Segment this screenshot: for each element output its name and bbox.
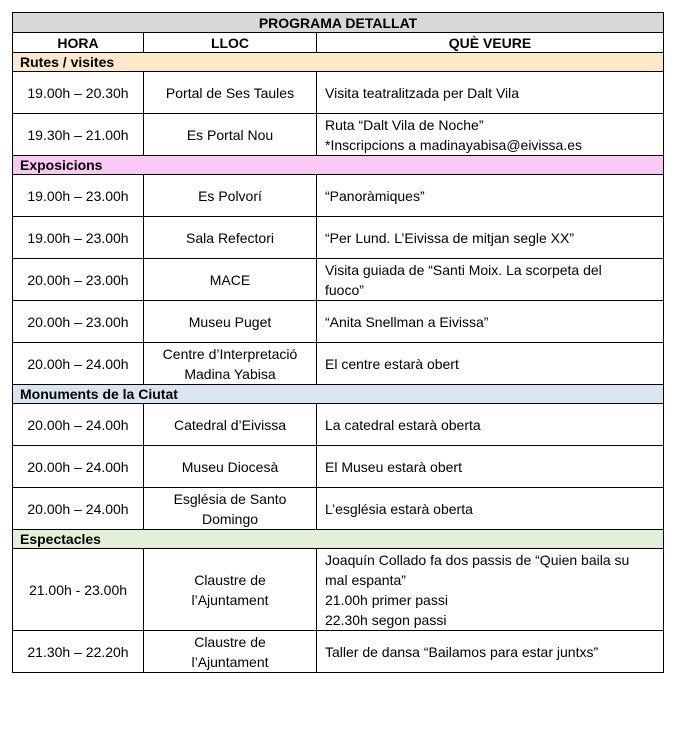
hora-cell: 20.00h – 24.00h bbox=[13, 488, 144, 530]
lloc-text: l’Ajuntament bbox=[191, 653, 269, 670]
table-row bbox=[13, 259, 664, 301]
lloc-text: Sala Refectori bbox=[186, 229, 274, 246]
lloc-text: Catedral d’Eivissa bbox=[173, 416, 287, 433]
que-veure-cell bbox=[317, 301, 664, 343]
que-veure-text: “Panoràmiques” bbox=[325, 187, 425, 204]
que-veure-text: Visita teatralitzada per Dalt Vila bbox=[325, 84, 520, 101]
section-header-row bbox=[13, 530, 664, 549]
hora-cell: 21.00h - 23.00h bbox=[13, 549, 144, 631]
que-veure-text: mal espanta” bbox=[325, 571, 406, 588]
lloc-text: Madina Yabisa bbox=[184, 365, 276, 382]
section-title: Espectacles bbox=[13, 530, 664, 549]
hora-cell: 20.00h – 24.00h bbox=[13, 446, 144, 488]
lloc-text: Claustre de bbox=[194, 571, 266, 588]
table-row bbox=[13, 175, 664, 217]
table-body bbox=[13, 53, 664, 673]
lloc-text: Claustre de bbox=[194, 633, 266, 650]
column-header-que-veure: QUÈ VEURE bbox=[317, 33, 664, 53]
lloc-cell bbox=[144, 175, 317, 217]
que-veure-text: “Anita Snellman a Eivissa” bbox=[325, 313, 489, 330]
hora-cell: 20.00h – 24.00h bbox=[13, 343, 144, 385]
que-veure-text: La catedral estarà oberta bbox=[325, 416, 481, 433]
lloc-text: Centre d’Interpretació bbox=[162, 345, 298, 362]
hora-cell: 19.00h – 20.30h bbox=[13, 72, 144, 114]
lloc-text: Museu Puget bbox=[188, 313, 272, 330]
hora-cell: 20.00h – 24.00h bbox=[13, 404, 144, 446]
lloc-cell bbox=[144, 72, 317, 114]
que-veure-text: El centre estarà obert bbox=[325, 355, 459, 372]
table-row bbox=[13, 301, 664, 343]
section-header-row bbox=[13, 385, 664, 404]
section-title: Rutes / visites bbox=[13, 53, 664, 72]
lloc-cell bbox=[144, 259, 317, 301]
table-row bbox=[13, 217, 664, 259]
que-veure-cell bbox=[317, 343, 664, 385]
que-veure-text: *Inscripcions a madinayabisa@eivissa.es bbox=[325, 136, 582, 153]
que-veure-text: 21.00h primer passi bbox=[325, 591, 448, 608]
que-veure-cell bbox=[317, 404, 664, 446]
lloc-text: Domingo bbox=[201, 510, 259, 527]
section-header-row bbox=[13, 156, 664, 175]
que-veure-cell bbox=[317, 488, 664, 530]
lloc-cell bbox=[144, 217, 317, 259]
que-veure-text: Visita guiada de “Santi Moix. La scorpeta del bbox=[325, 261, 602, 278]
que-veure-text: El Museu estarà obert bbox=[325, 458, 462, 475]
table-row bbox=[13, 404, 664, 446]
table-row bbox=[13, 549, 664, 631]
hora-cell: 19.30h – 21.00h bbox=[13, 114, 144, 156]
lloc-text: Es Polvorí bbox=[198, 187, 262, 204]
hora-cell: 20.00h – 23.00h bbox=[13, 301, 144, 343]
table-row bbox=[13, 343, 664, 385]
hora-cell: 19.00h – 23.00h bbox=[13, 217, 144, 259]
lloc-cell bbox=[144, 114, 317, 156]
column-header-lloc: LLOC bbox=[144, 33, 317, 53]
table-row bbox=[13, 446, 664, 488]
que-veure-text: Ruta “Dalt Vila de Noche” bbox=[325, 116, 484, 133]
lloc-cell bbox=[144, 549, 317, 631]
que-veure-cell bbox=[317, 259, 664, 301]
section-header-row bbox=[13, 53, 664, 72]
section-title: Monuments de la Ciutat bbox=[13, 385, 664, 404]
lloc-text: Església de Santo bbox=[173, 490, 287, 507]
hora-cell: 20.00h – 23.00h bbox=[13, 259, 144, 301]
que-veure-cell bbox=[317, 446, 664, 488]
programme-table bbox=[12, 12, 664, 673]
table-row bbox=[13, 488, 664, 530]
que-veure-cell bbox=[317, 72, 664, 114]
que-veure-text: fuoco” bbox=[325, 281, 364, 298]
lloc-cell bbox=[144, 488, 317, 530]
section-title: Exposicions bbox=[13, 156, 664, 175]
lloc-cell bbox=[144, 343, 317, 385]
table-row bbox=[13, 114, 664, 156]
lloc-text: Es Portal Nou bbox=[186, 126, 274, 143]
que-veure-text: “Per Lund. L’Eivissa de mitjan segle XX” bbox=[325, 229, 575, 246]
que-veure-cell bbox=[317, 175, 664, 217]
column-header-hora: HORA bbox=[13, 33, 144, 53]
que-veure-cell bbox=[317, 549, 664, 631]
lloc-text: l’Ajuntament bbox=[191, 591, 269, 608]
lloc-text: MACE bbox=[209, 271, 251, 288]
que-veure-text: L’església estarà oberta bbox=[325, 500, 473, 517]
lloc-cell bbox=[144, 446, 317, 488]
que-veure-text: 22.30h segon passi bbox=[325, 611, 447, 628]
table-row bbox=[13, 631, 664, 673]
que-veure-text: Joaquín Collado fa dos passis de “Quien baila su bbox=[325, 551, 630, 568]
table-title: PROGRAMA DETALLAT bbox=[13, 13, 664, 33]
lloc-text: Museu Diocesà bbox=[181, 458, 279, 475]
que-veure-cell bbox=[317, 114, 664, 156]
lloc-cell bbox=[144, 404, 317, 446]
que-veure-text: Taller de dansa “Bailamos para estar juntxs” bbox=[325, 643, 599, 660]
que-veure-cell bbox=[317, 217, 664, 259]
lloc-cell bbox=[144, 631, 317, 673]
que-veure-cell bbox=[317, 631, 664, 673]
hora-cell: 19.00h – 23.00h bbox=[13, 175, 144, 217]
hora-cell: 21.30h – 22.20h bbox=[13, 631, 144, 673]
lloc-cell bbox=[144, 301, 317, 343]
lloc-text: Portal de Ses Taules bbox=[165, 84, 295, 101]
table-row bbox=[13, 72, 664, 114]
